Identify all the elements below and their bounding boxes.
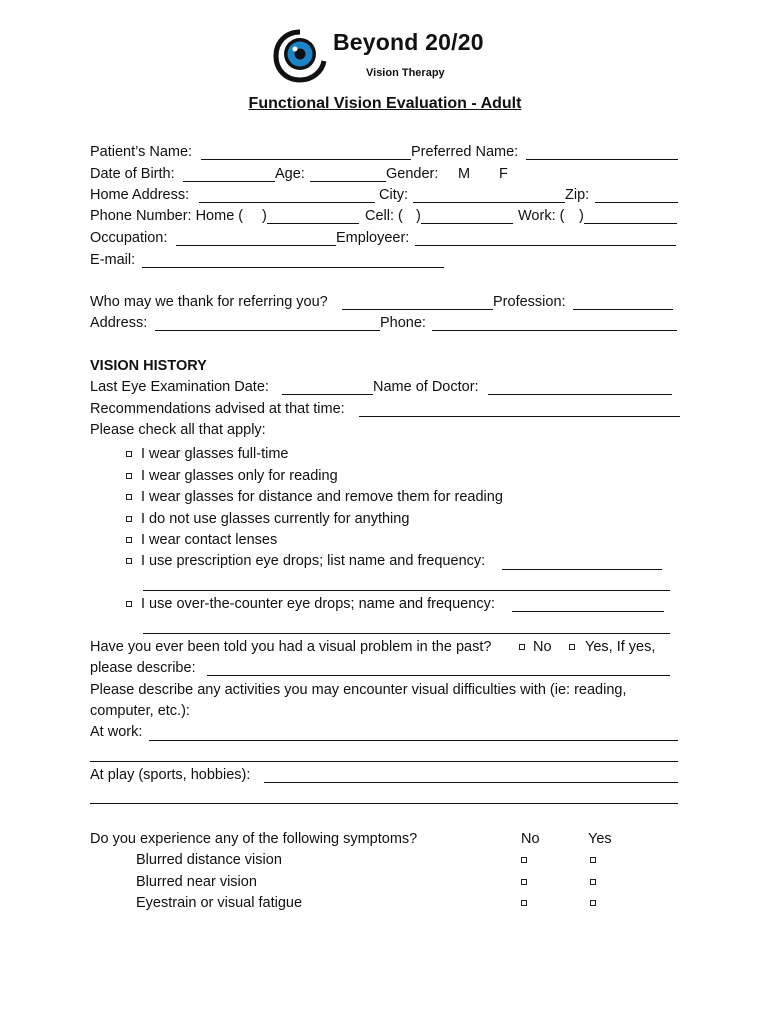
checkbox[interactable] [126, 537, 132, 543]
zip-label: Zip: [565, 187, 590, 203]
home-address-label: Home Address: [90, 187, 190, 203]
symptom-label: Eyestrain or visual fatigue [136, 895, 303, 911]
occupation-label: Occupation: [90, 230, 168, 246]
referral-address-field[interactable] [155, 330, 380, 331]
referral-label: Who may we thank for referring you? [90, 294, 328, 310]
preferred-name-field[interactable] [526, 159, 678, 160]
age-field[interactable] [310, 181, 386, 182]
symptom-no-checkbox[interactable] [521, 900, 527, 906]
vision-history-heading: VISION HISTORY [90, 358, 207, 374]
city-field[interactable] [413, 202, 565, 203]
option-label: I wear glasses full-time [141, 446, 289, 462]
work-paren: ) [579, 208, 584, 224]
symptoms-question: Do you experience any of the following symptoms? [90, 831, 418, 847]
referral-field[interactable] [342, 309, 493, 310]
city-label: City: [379, 187, 408, 203]
eye-logo-icon [272, 28, 328, 84]
symptoms-col-no: No [521, 831, 540, 847]
otc-drops-field[interactable] [512, 611, 664, 612]
logo [272, 28, 502, 84]
symptom-yes-checkbox[interactable] [590, 857, 596, 863]
at-work-field-line2[interactable] [90, 761, 678, 762]
symptom-no-checkbox[interactable] [521, 857, 527, 863]
referral-address-label: Address: [90, 315, 148, 331]
check-all-label: Please check all that apply: [90, 422, 266, 438]
at-work-field[interactable] [149, 740, 678, 741]
option-label: I do not use glasses currently for anything [141, 511, 410, 527]
profession-label: Profession: [493, 294, 566, 310]
symptom-yes-checkbox[interactable] [590, 879, 596, 885]
symptom-label: Blurred near vision [136, 874, 257, 890]
at-play-label: At play (sports, hobbies): [90, 767, 251, 783]
gender-m-option[interactable]: M [458, 166, 471, 182]
checkbox[interactable] [126, 558, 132, 564]
told-problem-label: Have you ever been told you had a visual problem in the past? [90, 639, 492, 655]
no-checkbox[interactable] [519, 644, 525, 650]
cell-paren: ) [416, 208, 421, 224]
dob-field[interactable] [183, 181, 275, 182]
cell-label: Cell: ( [365, 208, 403, 224]
logo-subtitle: Vision Therapy [366, 67, 445, 79]
rx-drops-field[interactable] [502, 569, 662, 570]
please-describe-label: please describe: [90, 660, 196, 676]
symptom-no-checkbox[interactable] [521, 879, 527, 885]
recommendations-field[interactable] [359, 416, 680, 417]
patients-name-field[interactable] [201, 159, 411, 160]
checkbox[interactable] [126, 601, 132, 607]
phone-home-field[interactable] [267, 223, 359, 224]
occupation-field[interactable] [176, 245, 336, 246]
employer-field[interactable] [415, 245, 676, 246]
referral-phone-label: Phone: [380, 315, 426, 331]
describe-activities-label: Please describe any activities you may encounter visual difficulties with (ie: reading, [90, 682, 627, 698]
no-label: No [533, 639, 552, 655]
yes-checkbox[interactable] [569, 644, 575, 650]
logo-name: Beyond 20/20 [333, 29, 484, 55]
work-label: Work: ( [518, 208, 565, 224]
dob-label: Date of Birth: [90, 166, 175, 182]
option-label: I use prescription eye drops; list name and frequency: [141, 553, 486, 569]
checkbox[interactable] [126, 494, 132, 500]
at-play-field-line2[interactable] [90, 803, 678, 804]
employer-label: Employeer: [336, 230, 410, 246]
symptom-yes-checkbox[interactable] [590, 900, 596, 906]
cell-field[interactable] [421, 223, 513, 224]
referral-phone-field[interactable] [432, 330, 677, 331]
page-title: Functional Vision Evaluation - Adult [248, 95, 522, 112]
age-label: Age: [275, 166, 305, 182]
otc-drops-field-line2[interactable] [143, 633, 670, 634]
preferred-name-label: Preferred Name: [411, 144, 519, 160]
option-label: I use over-the-counter eye drops; name and frequency: [141, 596, 495, 612]
phone-home-paren: ) [262, 208, 267, 224]
describe-activities-label-2: computer, etc.): [90, 703, 190, 719]
at-play-field[interactable] [264, 782, 678, 783]
email-field[interactable] [142, 267, 444, 268]
email-label: E-mail: [90, 252, 136, 268]
work-phone-field[interactable] [584, 223, 677, 224]
home-address-field[interactable] [199, 202, 375, 203]
option-label: I wear glasses for distance and remove them for reading [141, 489, 503, 505]
doctor-field[interactable] [488, 394, 672, 395]
doctor-label: Name of Doctor: [373, 379, 479, 395]
gender-label: Gender: [386, 166, 439, 182]
checkbox[interactable] [126, 516, 132, 522]
checkbox[interactable] [126, 451, 132, 457]
symptoms-col-yes: Yes [588, 831, 612, 847]
gender-f-option[interactable]: F [499, 166, 508, 182]
rx-drops-field-line2[interactable] [143, 590, 670, 591]
symptom-label: Blurred distance vision [136, 852, 282, 868]
yes-label: Yes, If yes, [585, 639, 656, 655]
phone-home-label: Phone Number: Home ( [90, 208, 244, 224]
patients-name-label: Patient’s Name: [90, 144, 193, 160]
recommendations-label: Recommendations advised at that time: [90, 401, 345, 417]
please-describe-field[interactable] [207, 675, 670, 676]
checkbox[interactable] [126, 473, 132, 479]
last-exam-field[interactable] [282, 394, 373, 395]
option-label: I wear glasses only for reading [141, 468, 338, 484]
profession-field[interactable] [573, 309, 673, 310]
zip-field[interactable] [595, 202, 678, 203]
at-work-label: At work: [90, 724, 143, 740]
option-label: I wear contact lenses [141, 532, 278, 548]
last-exam-label: Last Eye Examination Date: [90, 379, 269, 395]
